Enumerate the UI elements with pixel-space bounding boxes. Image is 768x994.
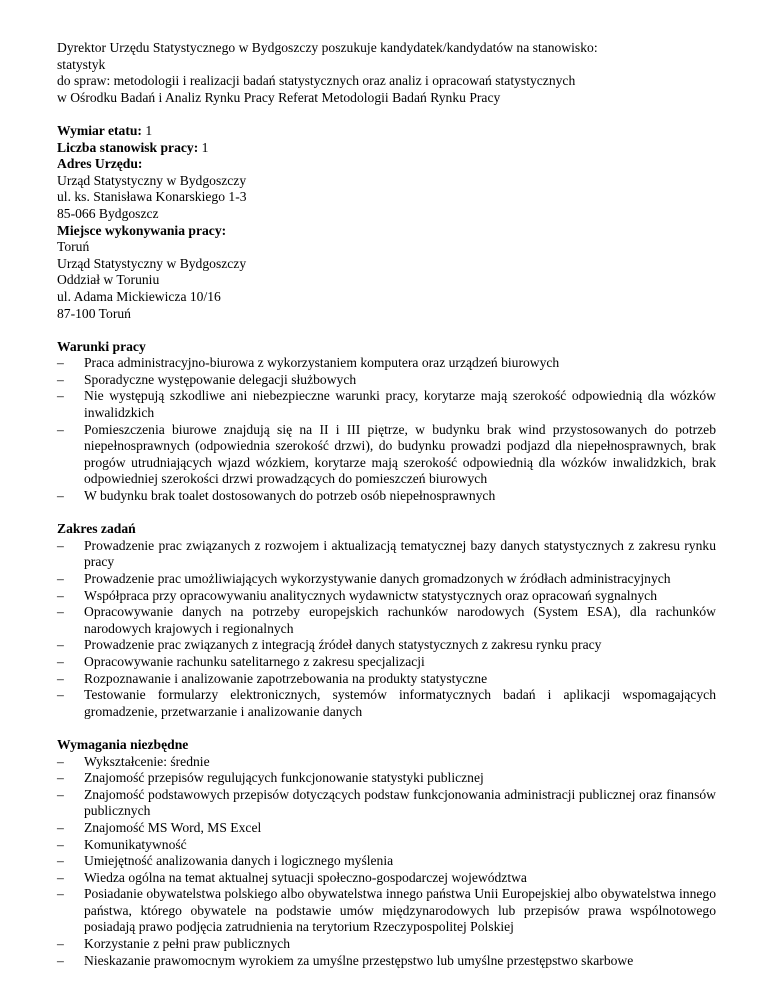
miejsce-line: Oddział w Toruniu bbox=[57, 272, 160, 288]
intro-line: Dyrektor Urzędu Statystycznego w Bydgoszczy poszukuje kandydatek/kandydatów na stanowisko: bbox=[57, 40, 598, 55]
details-section bbox=[57, 123, 716, 322]
miejsce-line: Urząd Statystyczny w Bydgoszczy bbox=[57, 255, 247, 271]
list-item: – Opracowywanie danych na potrzeby europejskich rachunków narodowych (System ESA), dla rachunków narodowych krajowych i regionalnych bbox=[57, 604, 716, 637]
list-item: – Nie występują szkodliwe ani niebezpieczne warunki pracy, korytarze mają szerokość odpowiednią dla wózków inwalidzkich bbox=[57, 388, 716, 421]
list-item: – Rozpoznawanie i analizowanie zapotrzebowania na produkty statystyczne bbox=[57, 671, 716, 688]
wymiar-row bbox=[57, 123, 716, 140]
intro-line: w Ośrodku Badań i Analiz Rynku Pracy Referat Metodologii Badań Rynku Pracy bbox=[57, 89, 501, 105]
list-item: – Prowadzenie prac umożliwiających wykorzystywanie danych gromadzonych w źródłach administracyjnych bbox=[57, 571, 716, 588]
list-item: – Prowadzenie prac związanych z rozwojem i aktualizacją tematycznej bazy danych statystycznych z zakresu rynku pracy bbox=[57, 538, 716, 571]
zakres-list bbox=[57, 538, 716, 721]
adres-line: 85-066 Bydgoszcz bbox=[57, 205, 159, 221]
wymiar-value: 1 bbox=[145, 122, 153, 138]
list-item: – Opracowywanie rachunku satelitarnego z zakresu specjalizacji bbox=[57, 654, 716, 671]
warunki-section bbox=[57, 339, 716, 505]
intro-section bbox=[57, 40, 716, 106]
list-item: – Znajomość podstawowych przepisów dotyczących podstaw funkcjonowania administracji publicznej oraz finansów publicznych bbox=[57, 787, 716, 820]
list-item: – Umiejętność analizowania danych i logicznego myślenia bbox=[57, 853, 716, 870]
zakres-heading: Zakres zadań bbox=[57, 521, 136, 537]
liczba-value: 1 bbox=[201, 139, 209, 155]
list-item: – Praca administracyjno-biurowa z wykorzystaniem komputera oraz urządzeń biurowych bbox=[57, 355, 716, 372]
position-title: statystyk bbox=[57, 56, 106, 72]
warunki-heading: Warunki pracy bbox=[57, 338, 146, 354]
adres-line: ul. ks. Stanisława Konarskiego 1-3 bbox=[57, 189, 247, 205]
adres-label: Adres Urzędu: bbox=[57, 156, 143, 172]
list-item: – Korzystanie z pełni praw publicznych bbox=[57, 936, 716, 953]
list-item: – Znajomość przepisów regulujących funkcjonowanie statystyki publicznej bbox=[57, 770, 716, 787]
list-item: – Pomieszczenia biurowe znajdują się na II i III piętrze, w budynku brak wind przystosowanych do potrzeb niepełnosprawnych (odpowiednia szerokość drzwi), do budynku prowadzi podjazd dla niepełnosprawnych, brak progów utrudniających wjazd wózkiem, korytarze mają szerokość odpowiednią dla wózków inwalidzkich, brak odpowiedniej szerokości drzwi prowadzących do pomieszczeń biurowych bbox=[57, 422, 716, 488]
list-item: – Prowadzenie prac związanych z integracją źródeł danych statystycznych z zakresu rynku pracy bbox=[57, 637, 716, 654]
adres-line: Urząd Statystyczny w Bydgoszczy bbox=[57, 172, 247, 188]
liczba-label: Liczba stanowisk pracy: bbox=[57, 139, 199, 155]
miejsce-line: 87-100 Toruń bbox=[57, 305, 131, 321]
list-item: – Wiedza ogólna na temat aktualnej sytuacji społeczno-gospodarczej województwa bbox=[57, 870, 716, 887]
list-item: – Testowanie formularzy elektronicznych, systemów informatycznych badań i aplikacji wspomagających gromadzenie, przetwarzanie i analizowanie danych bbox=[57, 687, 716, 720]
list-item: – Wykształcenie: średnie bbox=[57, 754, 716, 771]
liczba-row bbox=[57, 140, 716, 157]
list-item: – Sporadyczne występowanie delegacji służbowych bbox=[57, 372, 716, 389]
list-item: – Współpraca przy opracowywaniu analitycznych wydawnictw statystycznych oraz opracowań sygnalnych bbox=[57, 588, 716, 605]
intro-line: do spraw: metodologii i realizacji badań statystycznych oraz analiz i opracowań statystycznych bbox=[57, 73, 576, 89]
miejsce-line: Toruń bbox=[57, 239, 90, 255]
list-item: – Komunikatywność bbox=[57, 837, 716, 854]
zakres-section bbox=[57, 521, 716, 720]
list-item: – Nieskazanie prawomocnym wyrokiem za umyślne przestępstwo lub umyślne przestępstwo skarbowe bbox=[57, 953, 716, 970]
miejsce-label: Miejsce wykonywania pracy: bbox=[57, 222, 227, 238]
list-item: – Znajomość MS Word, MS Excel bbox=[57, 820, 716, 837]
wymagania-heading: Wymagania niezbędne bbox=[57, 736, 189, 752]
list-item: – Posiadanie obywatelstwa polskiego albo obywatelstwa innego państwa Unii Europejskiej albo obywatelstwa innego państwa, którego obywatele na podstawie umów międzynarodowych lub przepisów prawa wspólnotowego posiadają prawo podjęcia zatrudnienia na terytorium Rzeczypospolitej Polskiej bbox=[57, 886, 716, 936]
wymagania-list bbox=[57, 754, 716, 970]
wymiar-label: Wymiar etatu: bbox=[57, 122, 142, 138]
list-item: – W budynku brak toalet dostosowanych do potrzeb osób niepełnosprawnych bbox=[57, 488, 716, 505]
miejsce-line: ul. Adama Mickiewicza 10/16 bbox=[57, 288, 221, 304]
warunki-list bbox=[57, 355, 716, 504]
wymagania-section bbox=[57, 737, 716, 969]
